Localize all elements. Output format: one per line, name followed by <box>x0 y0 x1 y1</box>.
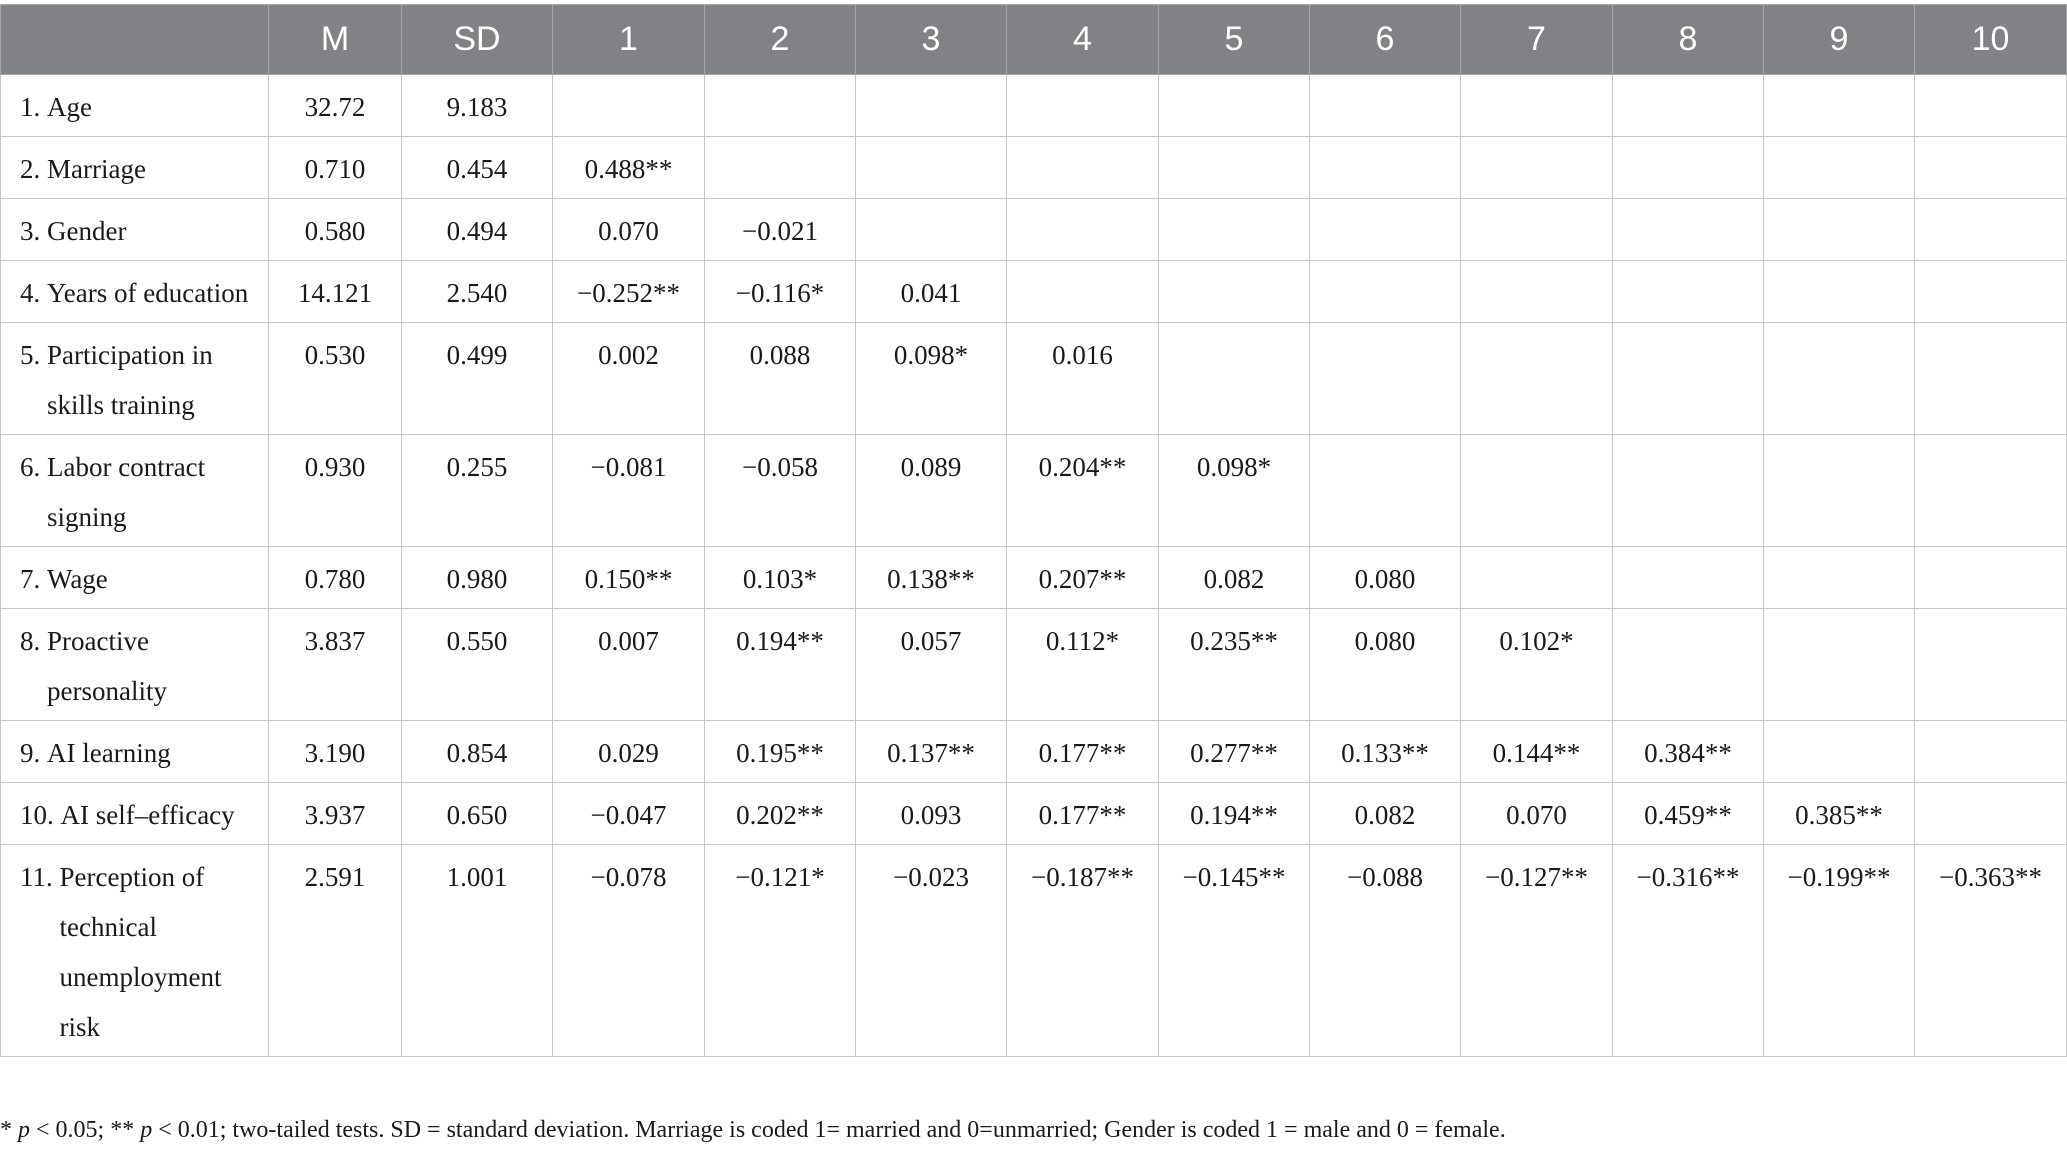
correlation-cell <box>1310 261 1461 323</box>
mean-cell: 0.930 <box>269 435 402 547</box>
header-cell-2: 2 <box>705 5 856 75</box>
correlation-cell: −0.145** <box>1159 845 1310 1057</box>
variable-cell <box>1 783 269 845</box>
correlation-cell: 0.459** <box>1613 783 1764 845</box>
correlation-cell: 0.194** <box>705 609 856 721</box>
header-cell-sd: SD <box>402 5 553 75</box>
variable-number: 11. <box>20 862 53 892</box>
variable-number: 10. <box>20 800 54 830</box>
correlation-cell: 0.150** <box>553 547 705 609</box>
correlation-cell <box>1613 323 1764 435</box>
sd-cell: 0.550 <box>402 609 553 721</box>
sd-cell: 0.854 <box>402 721 553 783</box>
correlation-cell: −0.047 <box>553 783 705 845</box>
correlation-cell <box>1461 261 1613 323</box>
correlation-cell: 0.195** <box>705 721 856 783</box>
correlation-cell <box>1915 547 2067 609</box>
correlation-cell: 0.002 <box>553 323 705 435</box>
correlation-cell <box>1764 435 1915 547</box>
variable-number: 4. <box>20 278 41 308</box>
header-cell-5: 5 <box>1159 5 1310 75</box>
variable-number: 9. <box>20 738 41 768</box>
correlation-cell: 0.137** <box>856 721 1007 783</box>
correlation-cell: 0.277** <box>1159 721 1310 783</box>
correlation-cell <box>1613 547 1764 609</box>
variable-cell <box>1 75 269 137</box>
correlation-cell: 0.093 <box>856 783 1007 845</box>
correlation-cell <box>1915 783 2067 845</box>
sd-cell: 0.454 <box>402 137 553 199</box>
correlation-cell <box>1764 199 1915 261</box>
correlation-cell: 0.080 <box>1310 547 1461 609</box>
correlation-cell <box>1915 609 2067 721</box>
correlation-cell <box>1461 75 1613 137</box>
footnote-text-2: < 0.01; two-tailed tests. SD = standard deviation. Marriage is coded 1= married and 0=unmarried; Gender is coded 1 = male and 0 = female. <box>158 1117 1506 1143</box>
variable-cell <box>1 609 269 721</box>
variable-name: Marriage <box>47 154 146 184</box>
correlation-cell <box>856 75 1007 137</box>
correlation-cell <box>1764 75 1915 137</box>
correlation-cell: 0.016 <box>1007 323 1159 435</box>
correlation-cell <box>553 75 705 137</box>
correlation-cell: 0.204** <box>1007 435 1159 547</box>
correlation-cell <box>1764 721 1915 783</box>
correlation-cell <box>1764 547 1915 609</box>
correlation-cell <box>1915 75 2067 137</box>
header-cell-1: 1 <box>553 5 705 75</box>
correlation-cell: 0.070 <box>1461 783 1613 845</box>
correlation-cell <box>1310 199 1461 261</box>
correlation-cell <box>1159 323 1310 435</box>
correlation-cell: 0.177** <box>1007 721 1159 783</box>
variable-cell <box>1 323 269 435</box>
mean-cell: 3.190 <box>269 721 402 783</box>
correlation-cell: 0.080 <box>1310 609 1461 721</box>
mean-cell: 3.837 <box>269 609 402 721</box>
variable-number: 7. <box>20 564 41 594</box>
correlation-cell: −0.252** <box>553 261 705 323</box>
sd-cell: 2.540 <box>402 261 553 323</box>
header-cell-6: 6 <box>1310 5 1461 75</box>
correlation-cell <box>1613 609 1764 721</box>
correlation-cell: 0.089 <box>856 435 1007 547</box>
variable-number: 8. <box>20 626 41 656</box>
correlation-cell <box>1159 261 1310 323</box>
mean-cell: 14.121 <box>269 261 402 323</box>
correlation-cell: 0.029 <box>553 721 705 783</box>
mean-cell: 0.530 <box>269 323 402 435</box>
footnote-p-2: p <box>140 1117 153 1143</box>
correlation-cell: 0.103* <box>705 547 856 609</box>
table-row <box>1 75 2067 137</box>
variable-cell <box>1 845 269 1057</box>
table-row <box>1 199 2067 261</box>
correlation-cell: 0.207** <box>1007 547 1159 609</box>
table-row <box>1 261 2067 323</box>
header-cell-3: 3 <box>856 5 1007 75</box>
correlation-cell: 0.082 <box>1310 783 1461 845</box>
sd-cell: 0.980 <box>402 547 553 609</box>
correlation-cell <box>1613 261 1764 323</box>
header-cell-8: 8 <box>1613 5 1764 75</box>
correlation-cell: 0.144** <box>1461 721 1613 783</box>
table-row <box>1 783 2067 845</box>
correlation-cell <box>1310 75 1461 137</box>
correlation-cell: 0.235** <box>1159 609 1310 721</box>
correlation-cell: 0.202** <box>705 783 856 845</box>
correlation-cell: 0.098* <box>856 323 1007 435</box>
table-row <box>1 547 2067 609</box>
variable-number: 2. <box>20 154 41 184</box>
correlation-cell <box>705 75 856 137</box>
sd-cell: 0.255 <box>402 435 553 547</box>
variable-name: AI learning <box>47 738 171 768</box>
correlation-cell <box>1007 261 1159 323</box>
correlation-cell: 0.041 <box>856 261 1007 323</box>
correlation-cell: −0.363** <box>1915 845 2067 1057</box>
mean-cell: 3.937 <box>269 783 402 845</box>
variable-name: Labor contract signing <box>47 452 206 532</box>
correlation-cell <box>705 137 856 199</box>
correlation-cell <box>1764 137 1915 199</box>
variable-number: 6. <box>20 452 41 482</box>
sd-cell: 9.183 <box>402 75 553 137</box>
variable-name: Participation in skills training <box>47 340 213 420</box>
table-row <box>1 137 2067 199</box>
correlation-cell <box>1613 435 1764 547</box>
table-row <box>1 609 2067 721</box>
variable-name: Proactive personality <box>47 626 167 706</box>
variable-cell <box>1 547 269 609</box>
variable-cell <box>1 435 269 547</box>
footnote-p-1: p <box>18 1117 30 1143</box>
correlation-cell: 0.488** <box>553 137 705 199</box>
correlation-cell: −0.088 <box>1310 845 1461 1057</box>
correlation-cell <box>1915 323 2067 435</box>
correlation-cell <box>1613 137 1764 199</box>
sd-cell: 0.494 <box>402 199 553 261</box>
mean-cell: 0.780 <box>269 547 402 609</box>
correlation-cell: 0.138** <box>856 547 1007 609</box>
correlation-cell: 0.007 <box>553 609 705 721</box>
table-row <box>1 435 2067 547</box>
correlation-cell <box>1461 435 1613 547</box>
correlation-cell <box>1915 261 2067 323</box>
variable-cell <box>1 199 269 261</box>
correlation-cell: −0.021 <box>705 199 856 261</box>
correlation-cell <box>1915 721 2067 783</box>
variable-cell <box>1 261 269 323</box>
correlation-cell: −0.058 <box>705 435 856 547</box>
variable-number: 5. <box>20 340 41 370</box>
footnote-text-1: < 0.05; <box>36 1117 105 1143</box>
correlation-cell: −0.121* <box>705 845 856 1057</box>
correlation-cell <box>1764 609 1915 721</box>
correlation-cell <box>1915 435 2067 547</box>
correlation-cell: −0.116* <box>705 261 856 323</box>
variable-name: Years of education <box>47 278 249 308</box>
table-row <box>1 845 2067 1057</box>
table-header-row <box>1 5 2067 75</box>
correlation-cell: −0.023 <box>856 845 1007 1057</box>
correlation-cell <box>1007 75 1159 137</box>
correlation-cell: 0.082 <box>1159 547 1310 609</box>
correlation-cell: 0.070 <box>553 199 705 261</box>
correlation-cell: 0.194** <box>1159 783 1310 845</box>
mean-cell: 2.591 <box>269 845 402 1057</box>
correlation-cell <box>1613 75 1764 137</box>
table-body <box>1 75 2067 1057</box>
correlation-cell <box>1310 137 1461 199</box>
correlation-cell <box>1310 435 1461 547</box>
correlation-cell: −0.199** <box>1764 845 1915 1057</box>
table-footnote <box>0 1115 1506 1145</box>
footnote-star-2: ** <box>110 1117 135 1143</box>
correlation-cell: 0.177** <box>1007 783 1159 845</box>
correlation-cell <box>1007 199 1159 261</box>
variable-name: Perception of technical unemployment risk <box>59 862 222 1042</box>
variable-name: AI self–efficacy <box>60 800 235 830</box>
footnote-star-1: * <box>0 1117 12 1143</box>
correlation-cell <box>1915 137 2067 199</box>
header-cell-9: 9 <box>1764 5 1915 75</box>
sd-cell: 0.499 <box>402 323 553 435</box>
variable-name: Wage <box>47 564 108 594</box>
correlation-cell <box>856 199 1007 261</box>
correlation-cell: 0.098* <box>1159 435 1310 547</box>
correlation-cell: −0.187** <box>1007 845 1159 1057</box>
correlation-table <box>0 4 2067 1057</box>
mean-cell: 32.72 <box>269 75 402 137</box>
correlation-cell: 0.385** <box>1764 783 1915 845</box>
correlation-cell <box>1461 199 1613 261</box>
correlation-cell: 0.102* <box>1461 609 1613 721</box>
variable-name: Gender <box>47 216 127 246</box>
table-row <box>1 323 2067 435</box>
variable-number: 3. <box>20 216 41 246</box>
correlation-cell <box>1613 199 1764 261</box>
correlation-cell <box>1159 137 1310 199</box>
header-cell-m: M <box>269 5 402 75</box>
correlation-cell: 0.133** <box>1310 721 1461 783</box>
correlation-cell: −0.127** <box>1461 845 1613 1057</box>
correlation-cell: 0.057 <box>856 609 1007 721</box>
correlation-cell <box>1764 261 1915 323</box>
correlation-cell <box>1159 75 1310 137</box>
header-cell-10: 10 <box>1915 5 2067 75</box>
correlation-cell <box>1159 199 1310 261</box>
correlation-cell <box>1007 137 1159 199</box>
header-cell-7: 7 <box>1461 5 1613 75</box>
correlation-cell <box>1310 323 1461 435</box>
variable-cell <box>1 721 269 783</box>
correlation-cell: 0.384** <box>1613 721 1764 783</box>
correlation-cell <box>1461 547 1613 609</box>
header-cell-4: 4 <box>1007 5 1159 75</box>
correlation-cell: 0.088 <box>705 323 856 435</box>
header-cell-variable <box>1 5 269 75</box>
correlation-cell: −0.081 <box>553 435 705 547</box>
correlation-cell: −0.316** <box>1613 845 1764 1057</box>
correlation-cell <box>1461 137 1613 199</box>
correlation-cell <box>1461 323 1613 435</box>
variable-number: 1. <box>20 92 41 122</box>
correlation-cell <box>1764 323 1915 435</box>
sd-cell: 1.001 <box>402 845 553 1057</box>
mean-cell: 0.710 <box>269 137 402 199</box>
table-row <box>1 721 2067 783</box>
mean-cell: 0.580 <box>269 199 402 261</box>
correlation-cell <box>856 137 1007 199</box>
sd-cell: 0.650 <box>402 783 553 845</box>
correlation-cell: −0.078 <box>553 845 705 1057</box>
variable-name: Age <box>47 92 92 122</box>
variable-cell <box>1 137 269 199</box>
correlation-cell: 0.112* <box>1007 609 1159 721</box>
correlation-cell <box>1915 199 2067 261</box>
